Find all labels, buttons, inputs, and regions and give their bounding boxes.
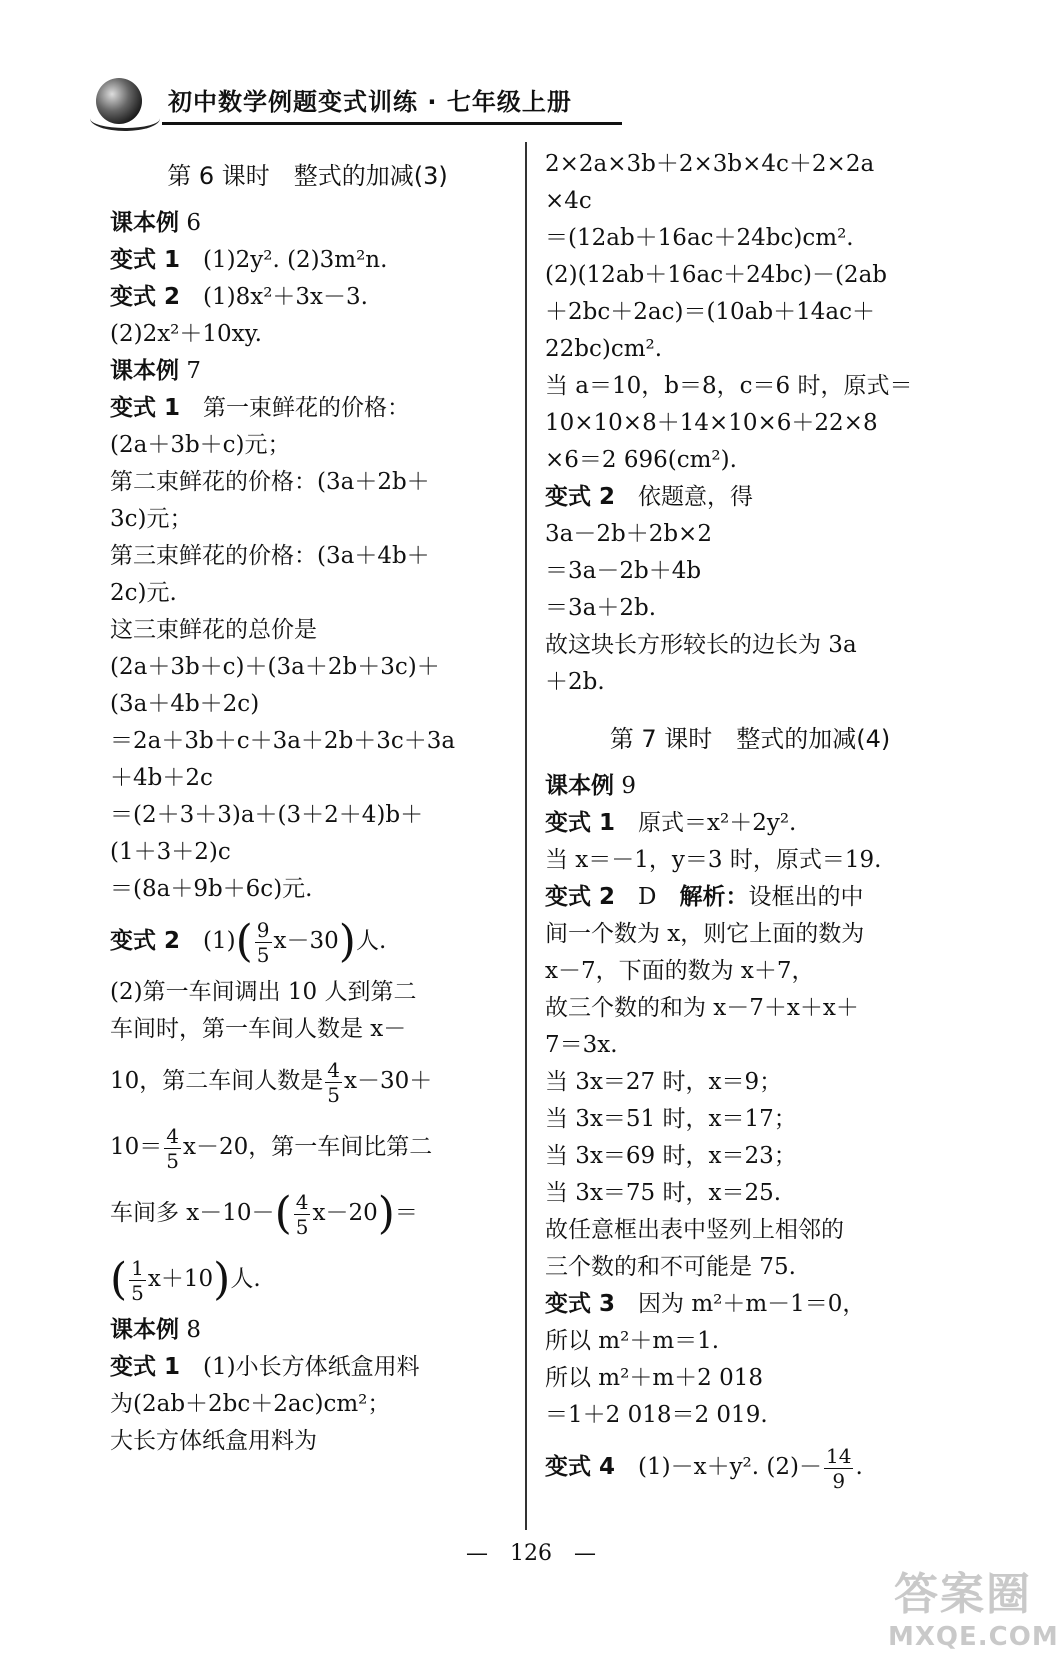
- text-line: ＝2a＋3b＋c＋3a＋2b＋3c＋3a: [110, 728, 456, 754]
- ex9-variant-4: 变式 4 (1)－x＋y². (2)－ $\frac{14}{9}$ .: [545, 1443, 863, 1493]
- text-line: 当 x＝－1，y＝3 时，原式＝19.: [545, 847, 882, 873]
- text-line: (1＋3＋2)c: [110, 839, 231, 865]
- text-line: 当 3x＝27 时，x＝9；: [545, 1069, 783, 1095]
- ex7-variant-1: 变式 1 第一束鲜花的价格：: [110, 395, 411, 421]
- example-9-heading: 课本例 9: [545, 773, 636, 799]
- swoosh-decoration: [90, 106, 160, 131]
- text-line: ＝(8a＋9b＋6c)元.: [110, 876, 313, 902]
- right-column: [545, 146, 955, 1500]
- watermark-logo: [888, 1558, 1059, 1652]
- text-line: 故这块长方形较长的边长为 3a: [545, 632, 857, 658]
- ex8-variant-2: 变式 2 依题意，得: [545, 484, 754, 510]
- text-line: ＝1＋2 018＝2 019.: [545, 1402, 768, 1428]
- text-line: 当 3x＝69 时，x＝23；: [545, 1143, 797, 1169]
- text-line: (2a＋3b＋c)＋(3a＋2b＋3c)＋: [110, 654, 440, 680]
- text-line: 10＝ $\frac{4}{5}$ x－20，第一车间比第二: [110, 1123, 433, 1173]
- text-line: 3c)元；: [110, 506, 193, 532]
- text-line: ＝3a－2b＋4b: [545, 558, 702, 584]
- text-line: ＝(2＋3＋3)a＋(3＋2＋4)b＋: [110, 802, 424, 828]
- text-line: (2)2x²＋10xy.: [110, 321, 262, 347]
- text-line: 当 3x＝51 时，x＝17；: [545, 1106, 797, 1132]
- text-line: ＝3a＋2b.: [545, 595, 657, 621]
- text-line: x－7，下面的数为 x＋7，: [545, 958, 815, 984]
- text-line: 3a－2b＋2b×2: [545, 521, 712, 547]
- example-6-heading: 课本例 6: [110, 210, 201, 236]
- text-line: 当 a＝10，b＝8，c＝6 时，原式＝: [545, 373, 913, 399]
- text-line: 22bc)cm².: [545, 336, 663, 362]
- lesson-7-title: 第 7 课时 整式的加减(4): [609, 725, 891, 753]
- fraction: $\frac{4}{5}$: [327, 1057, 341, 1107]
- text-line: 第三束鲜花的价格：(3a＋4b＋: [110, 543, 430, 569]
- text-line: 第二束鲜花的价格：(3a＋2b＋: [110, 469, 430, 495]
- text-line: 故任意框出表中竖列上相邻的: [545, 1217, 844, 1243]
- text-line: (2a＋3b＋c)元；: [110, 432, 291, 458]
- text-line: 2c)元.: [110, 580, 177, 606]
- header-rule: [162, 122, 622, 125]
- text-line: (3a＋4b＋2c): [110, 691, 260, 717]
- page-number: — 126 —: [466, 1541, 596, 1566]
- text-line: 所以 m²＋m＝1.: [545, 1328, 720, 1354]
- ex9-variant-1: 变式 1 原式＝x²＋2y².: [545, 810, 797, 836]
- text-line: ＝(12ab＋16ac＋24bc)cm².: [545, 225, 854, 251]
- fraction: $\frac{9}{5}$: [256, 917, 270, 967]
- text-line: 车间时，第一车间人数是 x－: [110, 1016, 407, 1042]
- ex9-variant-3: 变式 3 因为 m²＋m－1＝0，: [545, 1291, 866, 1317]
- text-line: 当 3x＝75 时，x＝25.: [545, 1180, 782, 1206]
- fraction: $\frac{14}{9}$: [825, 1443, 852, 1493]
- lesson-6-title: 第 6 课时 整式的加减(3): [167, 162, 448, 190]
- ex6-variant-2: 变式 2 (1)8x²＋3x－3.: [110, 284, 368, 310]
- example-8-heading: 课本例 8: [110, 1317, 201, 1343]
- text-line: ( $\frac{1}{5}$ x＋10)人.: [110, 1254, 261, 1305]
- example-7-heading: 课本例 7: [110, 358, 201, 384]
- text-line: 2×2a×3b＋2×3b×4c＋2×2a: [545, 151, 875, 177]
- ex9-variant-2: 变式 2 D 解析：设框出的中: [545, 884, 864, 910]
- text-line: 为(2ab＋2bc＋2ac)cm²；: [110, 1391, 391, 1417]
- watermark-text: 答案圈: [894, 1569, 1032, 1620]
- text-line: 故三个数的和为 x－7＋x＋x＋: [545, 995, 859, 1021]
- text-line: 间一个数为 x，则它上面的数为: [545, 921, 865, 947]
- text-line: 7＝3x.: [545, 1032, 618, 1058]
- column-divider: [525, 142, 527, 1530]
- text-line: ＋2bc＋2ac)＝(10ab＋14ac＋: [545, 299, 875, 325]
- text-line: ＋4b＋2c: [110, 765, 213, 791]
- text-line: 这三束鲜花的总价是: [110, 617, 317, 643]
- ex8-variant-1: 变式 1 (1)小长方体纸盒用料: [110, 1354, 420, 1380]
- fraction: $\frac{4}{5}$: [166, 1123, 180, 1173]
- text-line: 车间多 x－10－( $\frac{4}{5}$ x－20)＝: [110, 1188, 418, 1239]
- text-line: ×4c: [545, 188, 592, 214]
- book-title: 初中数学例题变式训练 · 七年级上册: [168, 88, 572, 116]
- text-line: ×6＝2 696(cm²).: [545, 447, 737, 473]
- left-column: [110, 150, 505, 1460]
- ex7-variant-2: 变式 2 (1)( $\frac{9}{5}$ x－30)人.: [110, 916, 387, 967]
- fraction: $\frac{4}{5}$: [295, 1189, 309, 1239]
- text-line: ＋2b.: [545, 669, 605, 695]
- text-line: 大长方体纸盒用料为: [110, 1428, 317, 1454]
- ex6-variant-1: 变式 1 (1)2y². (2)3m²n.: [110, 247, 388, 273]
- text-line: 10×10×8＋14×10×6＋22×8: [545, 410, 878, 436]
- page-header: [96, 78, 616, 128]
- watermark-url: MXQE.COM: [888, 1622, 1059, 1652]
- text-line: 所以 m²＋m＋2 018: [545, 1365, 763, 1391]
- text-line: (2)(12ab＋16ac＋24bc)－(2ab: [545, 262, 888, 288]
- text-line: 三个数的和不可能是 75.: [545, 1254, 796, 1280]
- text-line: 10，第二车间人数是 $\frac{4}{5}$ x－30＋: [110, 1057, 433, 1107]
- fraction: $\frac{1}{5}$: [131, 1255, 144, 1305]
- text-line: (2)第一车间调出 10 人到第二: [110, 979, 417, 1005]
